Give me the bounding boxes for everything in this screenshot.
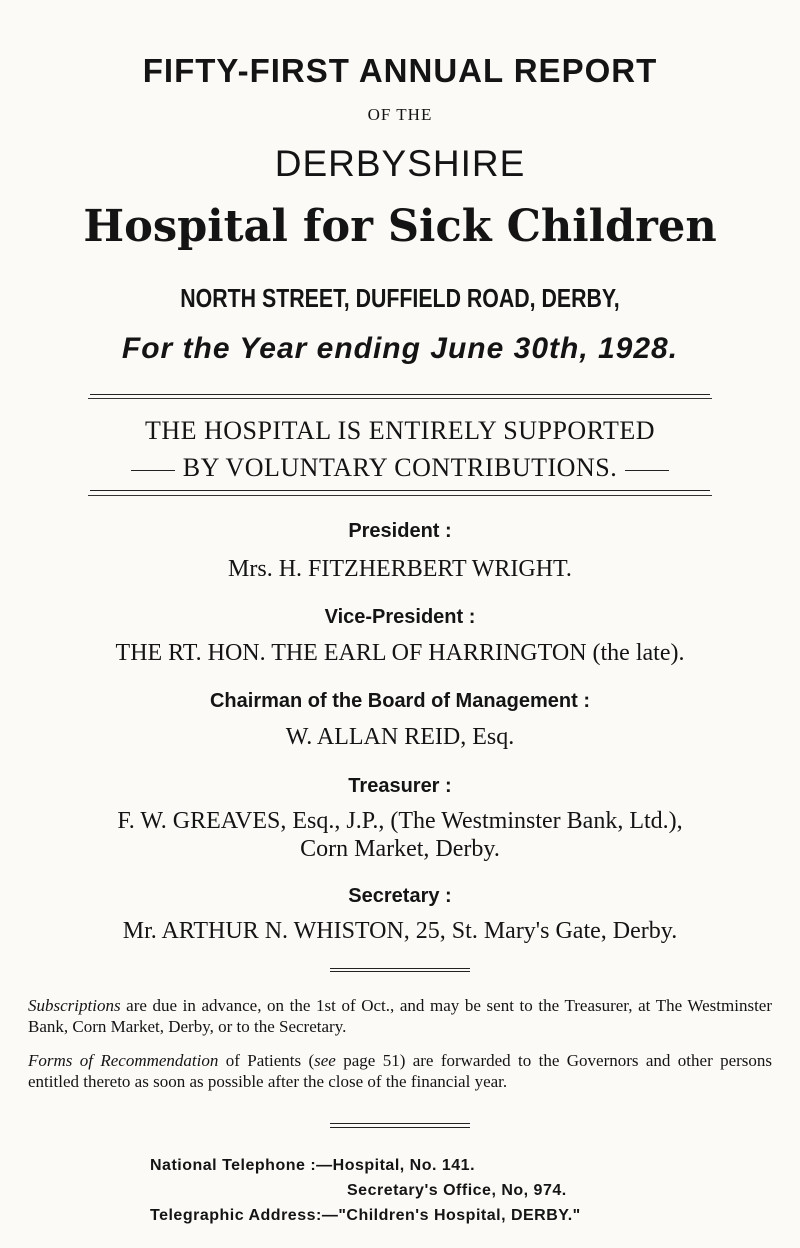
forms-lead: Forms of Recommendation: [28, 1051, 219, 1070]
dash-right: [625, 470, 669, 471]
president-label: President :: [348, 520, 452, 542]
forms-note: Forms of Recommendation of Patients (see page 51) are forwarded to the Governors and other persons entitled thereto as soon as possible after the close of the financial year.: [28, 1051, 773, 1091]
secretary-office-telephone: Secretary's Office, No, 974.: [347, 1182, 567, 1199]
middle-rule-lower: [88, 495, 712, 496]
president-name: Mrs. H. FITZHERBERT WRIGHT.: [228, 556, 572, 582]
national-telephone: National Telephone :—Hospital, No. 141.: [150, 1157, 476, 1174]
chairman-name: W. ALLAN REID, Esq.: [285, 724, 515, 750]
treasurer-name: F. W. GREAVES, Esq., J.P., (The Westminster Bank, Ltd.),: [117, 808, 683, 834]
bottom-rule-lower: [330, 1127, 470, 1128]
county-name: DERBYSHIRE: [274, 143, 526, 184]
report-year-line: For the Year ending June 30th, 1928.: [121, 332, 679, 365]
dash-left: [131, 470, 175, 471]
treasurer-address: Corn Market, Derby.: [300, 836, 500, 862]
hospital-address: NORTH STREET, DUFFIELD ROAD, DERBY,: [180, 283, 620, 313]
telegraphic-address: Telegraphic Address:—"Children's Hospital, DERBY.": [150, 1207, 581, 1224]
top-rule-upper: [90, 394, 710, 395]
top-rule-lower: [88, 398, 712, 399]
short-rule-lower: [330, 971, 470, 972]
treasurer-label: Treasurer :: [348, 775, 452, 797]
notice-line-2: BY VOLUNTARY CONTRIBUTIONS.: [0, 453, 800, 483]
middle-rule-upper: [90, 490, 710, 491]
vice-president-label: Vice-President :: [324, 606, 476, 628]
secretary-name: Mr. ARTHUR N. WHISTON, 25, St. Mary's Gate, Derby.: [122, 918, 678, 944]
notice-line-1: THE HOSPITAL IS ENTIRELY SUPPORTED: [144, 416, 656, 445]
report-subtitle-of-the: OF THE: [367, 105, 433, 124]
subscriptions-note: [28, 995, 772, 1037]
chairman-label: Chairman of the Board of Management :: [209, 690, 591, 712]
short-rule-upper: [330, 968, 470, 969]
hospital-name: Hospital for Sick Children: [83, 201, 717, 252]
subscriptions-text: are due in advance, on the 1st of Oct., and may be sent to the Treasurer, at The Westminster Bank, Corn Market, Derby, or to the Secretary.: [28, 996, 772, 1036]
subscriptions-lead: Subscriptions: [28, 996, 121, 1015]
vice-president-name: THE RT. HON. THE EARL OF HARRINGTON (the late).: [115, 640, 685, 666]
report-title: FIFTY-FIRST ANNUAL REPORT: [142, 52, 658, 89]
secretary-label: Secretary :: [348, 885, 452, 907]
bottom-rule-upper: [330, 1123, 470, 1124]
